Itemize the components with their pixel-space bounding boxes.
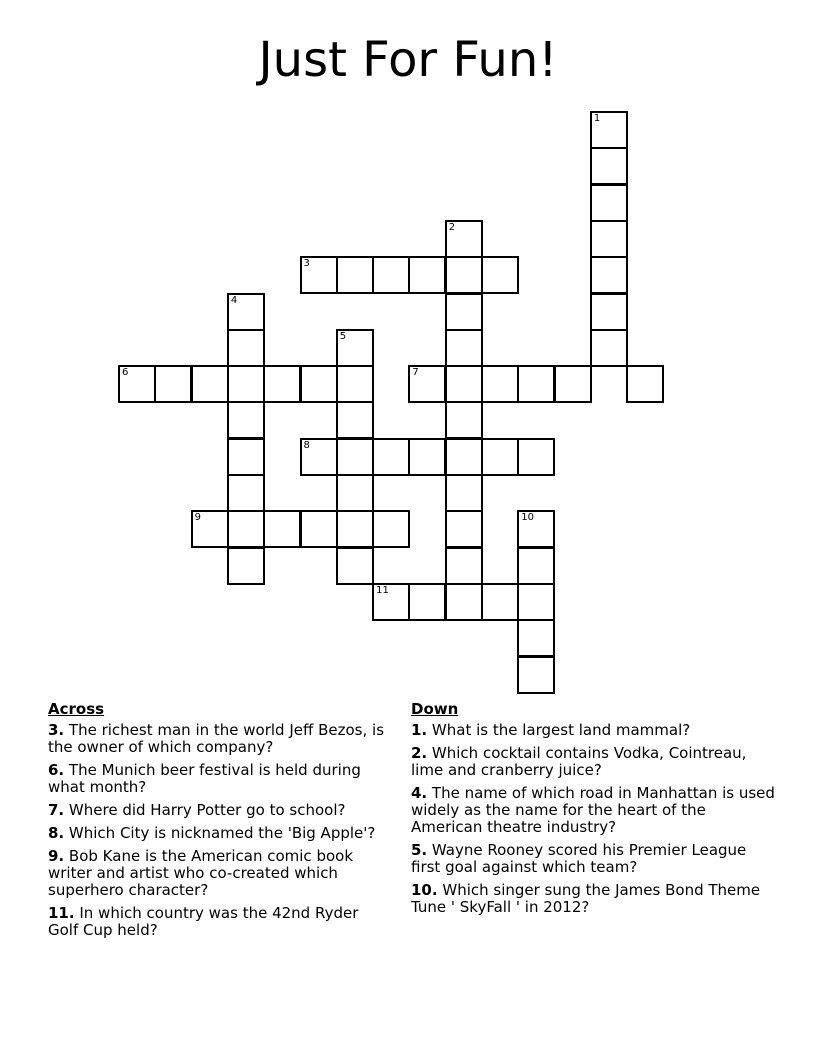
cell-number: 10 <box>521 512 535 524</box>
clue-number: 6. <box>48 761 65 779</box>
grid-cell-9[interactable] <box>191 510 229 548</box>
clue-text: The name of which road in Manhattan is used widely as the name for the heart of the American theatre industry? <box>411 784 775 836</box>
grid-cell[interactable] <box>408 438 446 476</box>
clue-down-10 <box>411 882 776 916</box>
grid-cell-6[interactable] <box>118 365 156 403</box>
grid-cell[interactable] <box>517 583 555 621</box>
across-clues <box>48 701 388 945</box>
grid-cell[interactable] <box>227 365 265 403</box>
clue-number: 2. <box>411 744 428 762</box>
grid-cell-5[interactable] <box>336 329 374 367</box>
grid-cell[interactable] <box>336 474 374 512</box>
grid-cell[interactable] <box>227 438 265 476</box>
clue-text: The Munich beer festival is held during what month? <box>48 761 361 796</box>
grid-cell-8[interactable] <box>300 438 338 476</box>
clue-across-6 <box>48 762 388 796</box>
grid-cell-4[interactable] <box>227 293 265 331</box>
clue-down-5 <box>411 842 776 876</box>
clue-text: Which cocktail contains Vodka, Cointreau, lime and cranberry juice? <box>411 744 747 779</box>
cell-number: 1 <box>593 113 601 124</box>
grid-cell[interactable] <box>191 365 229 403</box>
grid-cell-1[interactable] <box>590 111 628 149</box>
cell-number: 9 <box>194 512 201 524</box>
grid-cell[interactable] <box>336 401 374 439</box>
clue-number: 11. <box>48 904 75 922</box>
grid-cell[interactable] <box>336 365 374 403</box>
grid-cell[interactable] <box>481 438 519 476</box>
clue-number: 9. <box>48 847 65 865</box>
grid-cell[interactable] <box>445 474 483 512</box>
cell-number: 3 <box>303 258 310 270</box>
clue-text: The richest man in the world Jeff Bezos, is the owner of which company? <box>48 721 385 756</box>
clue-text: What is the largest land mammal? <box>431 721 691 739</box>
clue-number: 1. <box>411 721 428 739</box>
grid-cell[interactable] <box>590 293 628 331</box>
grid-cell[interactable] <box>517 619 555 657</box>
grid-cell-2[interactable] <box>445 220 483 258</box>
grid-cell[interactable] <box>300 510 338 548</box>
grid-cell[interactable] <box>517 438 555 476</box>
grid-cell[interactable] <box>445 583 483 621</box>
grid-cell[interactable] <box>227 401 265 439</box>
clue-number: 4. <box>411 784 428 802</box>
grid-cell[interactable] <box>263 365 301 403</box>
grid-cell[interactable] <box>445 293 483 331</box>
grid-cell[interactable] <box>554 365 592 403</box>
clue-text: Where did Harry Potter go to school? <box>68 801 346 819</box>
clue-across-8 <box>48 825 388 842</box>
puzzle-title: Just For Fun! <box>258 32 558 88</box>
grid-cell[interactable] <box>445 365 483 403</box>
clue-number: 7. <box>48 801 65 819</box>
grid-cell[interactable] <box>336 256 374 294</box>
grid-cell[interactable] <box>408 583 446 621</box>
clue-text: Which City is nicknamed the 'Big Apple'? <box>68 824 376 842</box>
grid-cell-11[interactable] <box>372 583 410 621</box>
grid-cell[interactable] <box>372 256 410 294</box>
grid-cell[interactable] <box>590 220 628 258</box>
grid-cell[interactable] <box>590 329 628 367</box>
grid-cell[interactable] <box>517 656 555 694</box>
across-heading: Across <box>48 700 105 718</box>
cell-number: 4 <box>230 294 238 306</box>
clue-text: Wayne Rooney scored his Premier League first goal against which team? <box>411 841 747 876</box>
grid-cell[interactable] <box>336 510 374 548</box>
down-heading: Down <box>411 700 459 718</box>
clue-number: 8. <box>48 824 65 842</box>
cell-number: 2 <box>448 221 456 233</box>
grid-cell[interactable] <box>626 365 664 403</box>
grid-cell[interactable] <box>445 547 483 585</box>
clue-number: 10. <box>411 881 438 899</box>
grid-cell[interactable] <box>227 510 265 548</box>
grid-cell[interactable] <box>263 510 301 548</box>
grid-cell[interactable] <box>154 365 192 403</box>
grid-cell[interactable] <box>227 547 265 585</box>
down-clues <box>411 701 776 922</box>
grid-cell[interactable] <box>481 583 519 621</box>
cell-number: 6 <box>122 367 129 379</box>
grid-cell-7[interactable] <box>408 365 446 403</box>
cell-number: 11 <box>376 584 389 596</box>
grid-cell[interactable] <box>445 256 483 294</box>
clue-across-7 <box>48 802 388 819</box>
cell-number: 8 <box>303 439 310 451</box>
grid-cell[interactable] <box>336 547 374 585</box>
clue-down-1 <box>411 722 776 739</box>
grid-cell[interactable] <box>227 329 265 367</box>
grid-cell[interactable] <box>408 256 446 294</box>
grid-cell[interactable] <box>300 365 338 403</box>
clue-across-9 <box>48 848 388 899</box>
cell-number: 7 <box>412 367 419 379</box>
grid-cell[interactable] <box>445 329 483 367</box>
grid-cell[interactable] <box>590 147 628 185</box>
grid-cell-3[interactable] <box>300 256 338 294</box>
clue-text: In which country was the 42nd Ryder Golf Cup held? <box>48 904 359 939</box>
grid-cell[interactable] <box>372 510 410 548</box>
grid-cell[interactable] <box>336 438 374 476</box>
grid-cell[interactable] <box>590 184 628 222</box>
clue-text: Which singer sung the James Bond Theme Tune ' SkyFall ' in 2012? <box>411 881 761 916</box>
grid-cell[interactable] <box>372 438 410 476</box>
clue-text: Bob Kane is the American comic book writer and artist who co-created which superhero character? <box>48 847 354 899</box>
grid-cell-10[interactable] <box>517 510 555 548</box>
grid-cell[interactable] <box>481 365 519 403</box>
grid-cell[interactable] <box>517 365 555 403</box>
grid-cell[interactable] <box>445 510 483 548</box>
grid-cell[interactable] <box>445 401 483 439</box>
cell-number: 5 <box>339 330 347 342</box>
grid-cell[interactable] <box>445 438 483 476</box>
clue-down-4 <box>411 785 776 836</box>
grid-cell[interactable] <box>517 547 555 585</box>
clue-number: 5. <box>411 841 428 859</box>
clue-number: 3. <box>48 721 65 739</box>
clue-across-11 <box>48 905 388 939</box>
grid-cell[interactable] <box>590 256 628 294</box>
clue-down-2 <box>411 745 776 779</box>
clue-across-3 <box>48 722 388 756</box>
grid-cell[interactable] <box>227 474 265 512</box>
grid-cell[interactable] <box>481 256 519 294</box>
